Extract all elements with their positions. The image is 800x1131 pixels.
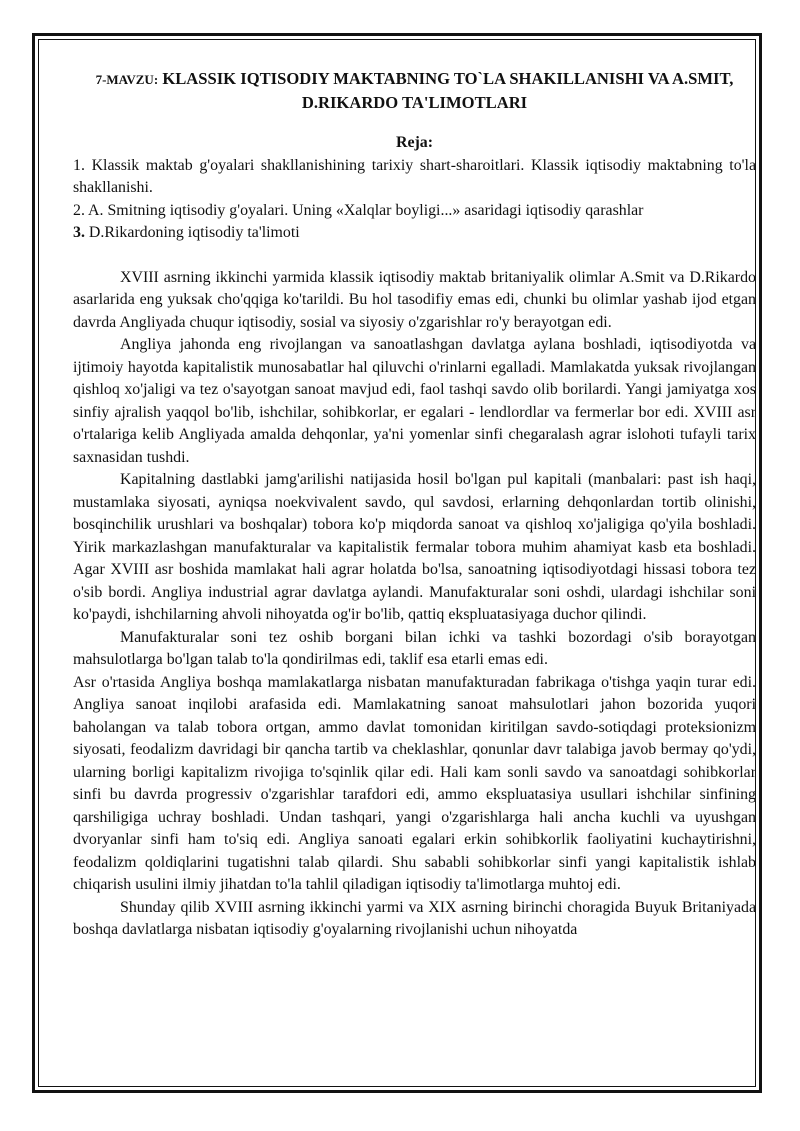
paragraph: Angliya jahonda eng rivojlangan va sanoatlashgan davlatga aylana boshladi, iqtisodiyotda va ijtimoiy hayotda kapitalistik munosabatlar hal qiluvchi o'rinlarni egalladi. Mamlakatda yuksak rivojlangan qishloq xo'jaligi va tez o'sayotgan sanoat mavjud edi, faol tashqi savdo olib borilardi. Yangi jamiyatga xos sinfiy ajralish yaqqol bo'lib, ishchilar, sohibkorlar, er egalari - lendlordlar va fermerlar bor edi. XVIII asr o'rtalariga kelib Angliyada amalda dehqonlar, ya'ni yomenlar sinfi chegaralash agrar islohoti tufayli tarix saxnasidan tushdi. — [73, 336, 756, 466]
title-main: KLASSIK IQTISODIY MAKTABNING TO`LA SHAKILLANISHI VA A.SMIT, D.RIKARDO TA'LIMOTLARI — [162, 69, 734, 112]
paragraph: Shunday qilib XVIII asrning ikkinchi yarmi va XIX asrning birinchi choragida Buyuk Britaniyada boshqa davlatlarga nisbatan iqtisodiy g'oyalarning rivojlanishi uchun nihoyatda — [73, 898, 756, 938]
spacer — [73, 245, 756, 267]
plan-item-3 — [73, 222, 756, 245]
title-prefix: 7-MAVZU: — [95, 72, 159, 87]
plan-heading: Reja: — [395, 134, 434, 151]
plan-number: 2. — [73, 201, 85, 219]
paragraph: XVIII asrning ikkinchi yarmida klassik iqtisodiy maktab britaniyalik olimlar A.Smit va D.Rikardo asarlarida eng yuksak cho'qqiga ko'tarildi. Bu hol tasodifiy emas edi, chunki bu olimlar yashab ijod etgan davrda Angliyada chuqur iqtisodiy, sosial va siyosiy o'zgarishlar ro'y berayotgan edi. — [73, 268, 756, 331]
plan-text: D.Rikardoning iqtisodiy ta'limoti — [88, 224, 300, 241]
plan-number: 1. — [73, 156, 85, 174]
plan-number: 3. — [73, 224, 85, 241]
paragraph: Manufakturalar soni tez oshib borgani bilan ichki va tashki bozordagi o'sib borayotgan mahsulotlarga bo'lgan talab to'la qondirilmas edi, taklif esa etarli emas edi. — [73, 628, 756, 668]
document-title — [73, 68, 756, 114]
paragraph: Kapitalning dastlabki jamg'arilishi natijasida hosil bo'lgan pul kapitali (manbalari: past ish haqi, mustamlaka siyosati, ayniqsa noekvivalent savdo, qul savdosi, erlarning dehqonlardan tortib olinishi, bosqinchilik urushlari va boshqalar) tobora ko'p miqdorda sanoat va qishloq xo'jaligiga qo'yila boshladi. Yirik markazlashgan manufakturalar va kapitalistik fermalar tobora muhim ahamiyat kasb eta boshladi. Agar XVIII asr boshida mamlakat hali agrar holatda bo'lsa, sanoatning iqtisodiyotdagi hissasi tobora tez o'sib bordi. Angliya industrial agrar davlatga aylandi. Manufakturalar soni oshdi, ulardagi ishchilar soni ko'paydi, ishchilarning ahvoli nihoyatda og'ir bo'lib, qattiq ekspluatasiyaga duchor qilindi. — [73, 471, 756, 623]
plan-item-2 — [73, 200, 756, 223]
paragraph: Asr o'rtasida Angliya boshqa mamlakatlarga nisbatan manufakturadan fabrikaga o'tishga yaqin turar edi. Angliya sanoat inqilobi arafasida edi. Mamlakatning sanoat mahsulotlari jahon bozorida yuqori baholangan va talab tobora ortgan, ammo davlat tomonidan kiritilgan savdo-sotiqdagi proteksionizm siyosati, feodalizm davridagi bir qancha tartib va cheklashlar, qonunlar davr talabiga javob bermay qo'ydi, ularning borligi kapitalizm rivojiga to'sqinlik qilar edi. Hali kam sonli savdo va sanoatdagi sohibkorlar sinfi bu davrda progressiv o'zgarishlar tarafdori edi, ammo ekspluatasiya usullari ishchilar sinfining qarshiligiga uchray boshladi. Undan tashqari, yangi o'zgarishlarga hali ancha kuchli va uyushgan dvoryanlar sinfi ham to'siq edi. Angliya sanoati egalari erkin sohibkorlik faoliyatini kuchaytirishni, feodalizm qoldiqlarini tugatishni talab qilardi. Shu sababli sohibkorlar sinfi yangi kapitalistik ishlab chiqarish usulini ilmiy jihatdan to'la tahlil qiladigan iqtisodiy ta'limotlarga muhtoj edi. — [73, 673, 756, 893]
plan-text: Klassik maktab g'oyalari shakllanishining tarixiy shart-sharoitlari. Klassik iqtisodiy maktabning to'la shakllanishi. — [73, 156, 756, 196]
plan-item-1 — [73, 155, 756, 200]
plan-text: A. Smitning iqtisodiy g'oyalari. Uning «Xalqlar boyligi...» asaridagi iqtisodiy qarashlar — [88, 201, 644, 219]
document-body — [73, 68, 756, 942]
